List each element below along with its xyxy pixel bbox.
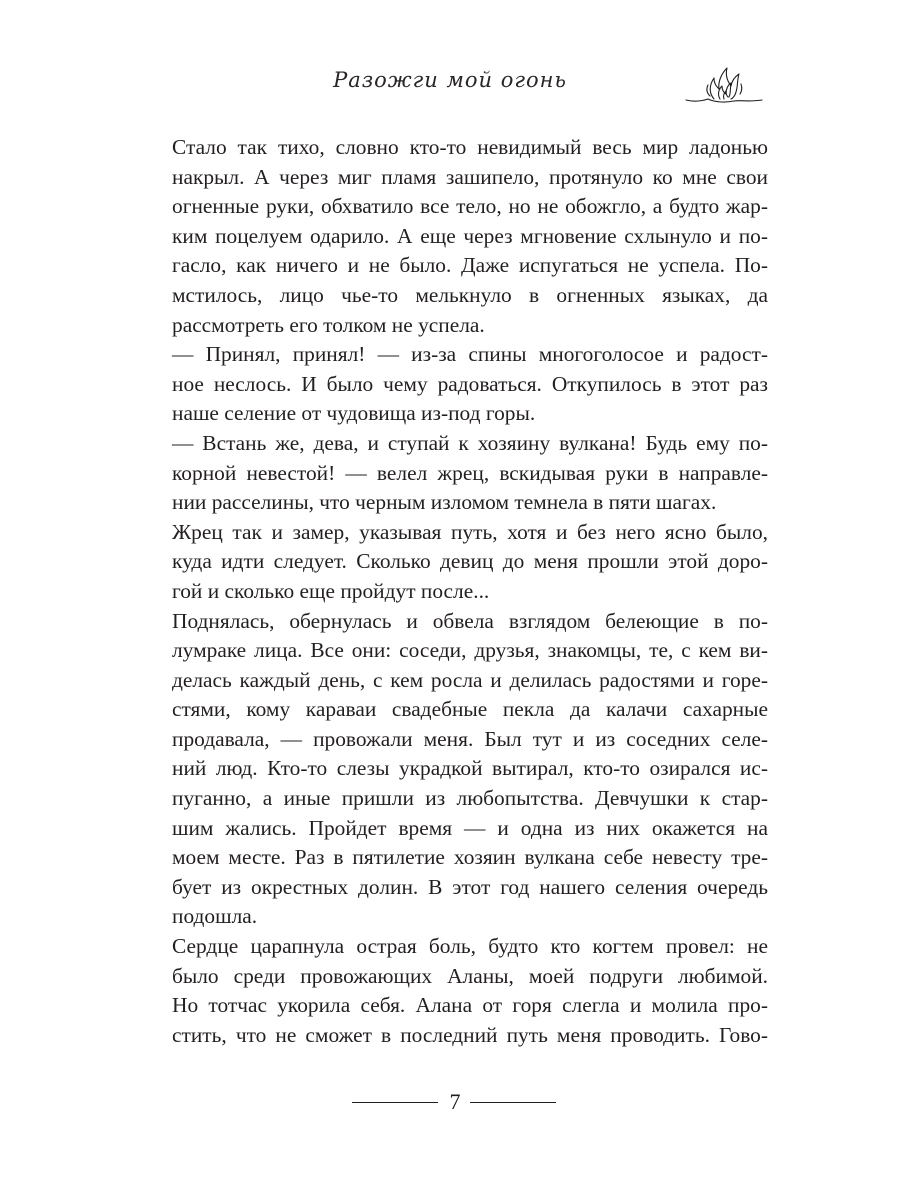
body-text: [172, 133, 768, 1050]
text-line: наше селение от чудовища из-под горы.: [172, 401, 536, 426]
text-line: нии расселины, что черным изломом темнела в пяти шагах.: [172, 490, 717, 515]
text-line: стями, кому караваи свадебные пекла да калачи сахарные: [172, 697, 768, 722]
footer-rule-left: [352, 1102, 438, 1103]
text-line: моем месте. Раз в пятилетие хозяин вулкана себе невесту тре-: [172, 845, 768, 870]
text-line: подошла.: [172, 904, 258, 929]
text-line: делась каждый день, с кем росла и делилась радостями и горе-: [172, 667, 768, 692]
text-line: ний люд. Кто-то слезы украдкой вытирал, кто-то озирался ис-: [172, 756, 768, 781]
text-line: гасло, как ничего и не было. Даже испугаться не успела. По-: [172, 253, 768, 278]
text-line: Поднялась, обернулась и обвела взглядом белеющие в по-: [172, 608, 768, 633]
text-line: бует из окрестных долин. В этот год нашего селения очередь: [172, 874, 768, 899]
page-number: 7: [449, 1089, 461, 1114]
text-line: стить, что не сможет в последний путь меня проводить. Гово-: [172, 1022, 768, 1047]
text-line: — Принял, принял! — из-за спины многоголосое и радост-: [172, 342, 768, 367]
text-line: продавала, — провожали меня. Был тут и из соседних селе-: [172, 726, 768, 751]
text-line: накрыл. А через миг пламя зашипело, протянуло ко мне свои: [172, 164, 768, 189]
text-line: Но тотчас укорила себя. Алана от горя слегла и молила про-: [172, 993, 768, 1018]
text-line: — Встань же, дева, и ступай к хозяину вулкана! Будь ему по-: [172, 430, 768, 455]
text-line: гой и сколько еще пройдут после...: [172, 578, 490, 603]
text-line: было среди провожающих Аланы, моей подруги любимой.: [172, 963, 768, 988]
text-line: ким поцелуем одарило. А еще через мгновение схлынуло и по-: [172, 223, 768, 248]
text-line: корной невестой! — велел жрец, вскидывая руки в направле-: [172, 460, 768, 485]
text-line: Сердце царапнула острая боль, будто кто когтем провел: не: [172, 934, 768, 959]
text-line: огненные руки, обхватило все тело, но не обожгло, а будто жар-: [172, 194, 768, 219]
text-line: пуганно, а иные пришли из любопытства. Девчушки к стар-: [172, 786, 768, 811]
running-title: Разожги мой огонь: [333, 68, 567, 92]
text-line: шим жались. Пройдет время — и одна из них окажется на: [172, 815, 768, 840]
flame-icon: [684, 60, 764, 108]
text-line: ное неслось. И было чему радоваться. Откупилось в этот раз: [172, 371, 768, 396]
text-line: лумраке лица. Все они: соседи, друзья, знакомцы, те, с кем ви-: [172, 638, 768, 663]
text-line: рассмотреть его толком не успела.: [172, 312, 485, 337]
text-line: куда идти следует. Сколько девиц до меня прошли этой доро-: [172, 549, 768, 574]
text-line: Жрец так и замер, указывая путь, хотя и без него ясно было,: [172, 519, 768, 544]
text-line: Стало так тихо, словно кто-то невидимый весь мир ладонью: [172, 135, 768, 159]
footer-rule-right: [470, 1102, 556, 1103]
text-line: мстилось, лицо чье-то мелькнуло в огненных языках, да: [172, 282, 768, 307]
page-footer: [0, 1090, 900, 1120]
